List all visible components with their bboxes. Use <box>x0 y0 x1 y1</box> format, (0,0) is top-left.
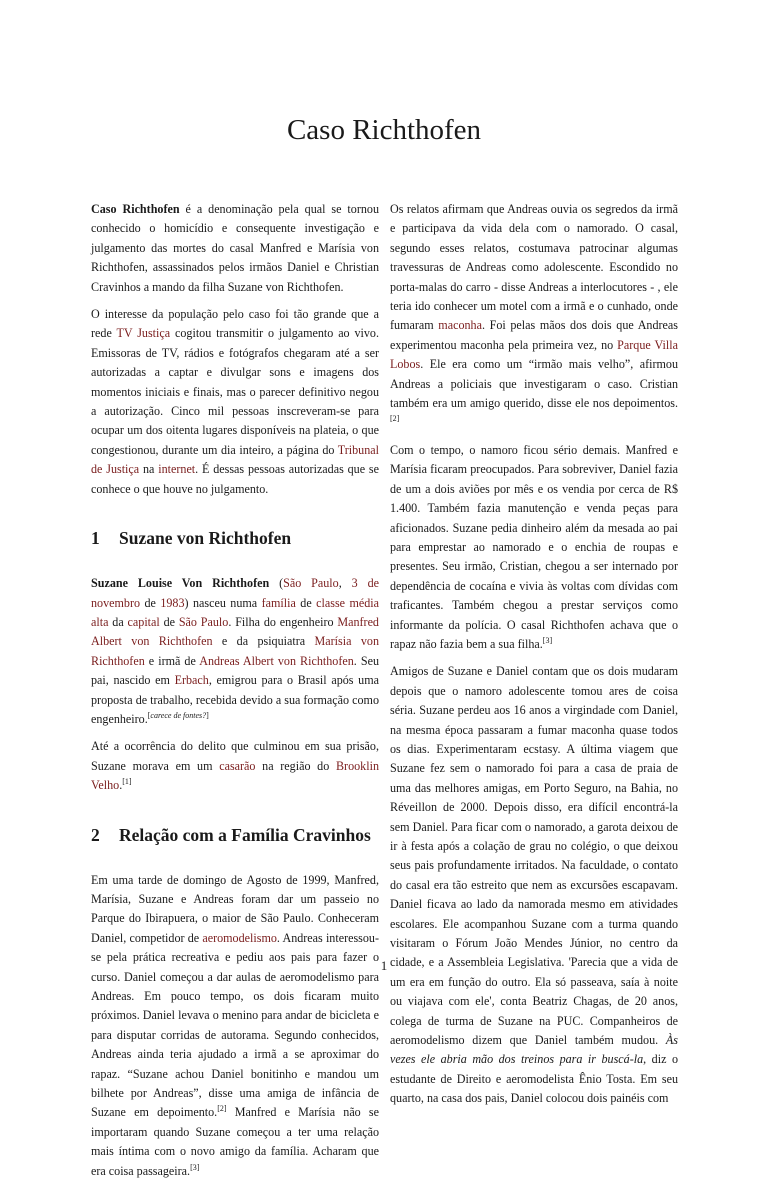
text: de <box>159 614 179 629</box>
link-brooklin-velho[interactable]: Brooklin Velho <box>91 758 379 793</box>
text: e da psiquiatra <box>212 634 315 649</box>
section-2-paragraph-1 <box>91 871 379 1182</box>
link-maconha[interactable]: maconha <box>438 318 482 333</box>
link-sao-paulo-2[interactable]: São Paulo <box>178 614 229 629</box>
text: cogitou transmitir o julgamento ao vivo. Emissoras de TV, rádios e fotógrafos chegaram até a ser autorizadas a captar e divulgar sons e imagens dos momentos iniciais e finais, mas o parecer definitivo negou a autorização. Cinco mil pessoas inscreveram-se para ocupar um dos oitenta lugares disponíveis na plateia, o que congestionou, durante um dia inteiro, a página do <box>91 326 379 457</box>
section-2-heading <box>91 822 379 849</box>
reference-2[interactable]: [2] <box>217 1104 227 1114</box>
section-title: Suzane von Richthofen <box>119 528 292 549</box>
text: Com o tempo, o namoro ficou sério demais. Manfred e Marísia ficaram preocupados. Para sobreviver, Daniel fazia de um a dois aviões por mês e os vendia por cerca de R$ 1.400. Também fazia manutenção e venda peças para aficionados. Suzane pedia dinheiro além da mesada ao pai para emprestar ao namorado e o enchia de roupas e presentes. Seu irmão, Cristian, chegou a ser internado por dependência de cocaína e vivia às voltas com dívidas com traficantes. Também chegou a prestar serviços como informante da polícia. O casal Richthofen achava que o rapaz não fazia bem a sua filha. <box>390 442 678 651</box>
lead-bold: Caso Richthofen <box>91 202 180 216</box>
reference-1[interactable]: [1] <box>122 777 132 787</box>
section-1-paragraph-1 <box>91 574 379 729</box>
text: e irmã de <box>144 653 200 668</box>
text: . <box>119 778 123 793</box>
reference-3[interactable]: [3] <box>190 1162 200 1172</box>
text: Em uma tarde de domingo de Agosto de 1999, Manfred, Marísia, Suzane e Andreas foram dar um passeio no Parque do Ibirapuera, o maior de São Paulo. Conheceram Daniel, competidor de <box>91 872 379 945</box>
italic-quote: Às vezes ele abria mão dos treinos para ir buscá-la <box>390 1033 678 1067</box>
link-tv-justica[interactable]: TV Justiça <box>116 326 171 341</box>
citation-needed-text: carece de fontes? <box>150 710 207 720</box>
text: , <box>338 576 352 591</box>
text: na região do <box>255 758 336 773</box>
link-manfred[interactable]: Manfred Albert von Richthofen <box>91 614 379 649</box>
link-aeromodelismo[interactable]: aeromodelismo <box>202 930 277 945</box>
page-number: 1 <box>380 958 388 973</box>
bracket: ] <box>206 710 209 720</box>
text: . Filha do engenheiro <box>228 614 338 629</box>
reference-2[interactable]: [2] <box>390 414 400 424</box>
page-title: Caso Richthofen <box>286 114 482 146</box>
text: ( <box>269 576 284 591</box>
link-classe-media-alta[interactable]: classe média alta <box>91 595 379 629</box>
link-tribunal-de-justica[interactable]: Tribunal de Justiça <box>91 442 379 477</box>
text: Amigos de Suzane e Daniel contam que os dois mudaram depois que o namoro adolescente tomou ares de coisa séria. Suzane perdeu aos 16 anos a virgindade com Daniel, na mesma época passaram a fumar maconha quase todos os dias. Experimentaram ecstasy. A última viagem que Suzane fez sem o namorado foi para a casa de praia de uma das melhores amigas, em Porto Seguro, na Bahia, no Réveillon de 2000. Depois disso, era difícil encontrá-la sem Daniel. Para ficar com o namorado, a garota deixou de ir à festa após a colação de grau no colégio, o que deixou seus pais profundamente irritados. Na faculdade, o contato do casal era tão estreito que nem as excursões escapavam. Daniel ficava ao lado da namorada mesmo em atividades escolares. Ele acompanhou Suzane com a turma quando visitaram o Fórum João Mendes Júnior, no centro da cidade, e a Assembleia Legislativa. 'Parecia que a vida de um era em função do outro. Ela só passeava, saía à noite ou viajava com ele', conta Beatriz Chagas, de 20 anos, colega de turma de Suzane na PUC. Companheiros de aeromodelismo dizem que Daniel também mudou. <box>390 664 678 1048</box>
text: da <box>108 614 128 629</box>
link-1983[interactable]: 1983 <box>160 595 185 610</box>
link-parque-villa-lobos[interactable]: Parque Villa Lobos <box>390 337 678 372</box>
intro-paragraph-2 <box>91 305 379 499</box>
link-erbach[interactable]: Erbach <box>174 673 209 688</box>
text: é a denominação pela qual se tornou conhecido o homicídio e consequente investigação e julgamento das mortes do casal Manfred e Marísia von Richthofen, assassinados pelos irmãos Daniel e Christian Cravinhos a mando da filha Suzane von Richthofen. <box>91 202 379 294</box>
text: . Foi pelas mãos dos dois que Andreas experimentou maconha pela primeira vez, no <box>390 318 678 352</box>
link-3-de-novembro[interactable]: 3 de novembro <box>91 576 379 610</box>
text: de <box>140 595 161 610</box>
text: , emigrou para o Brasil após uma proposta de trabalho, recebida devido a sua formação como engenheiro. <box>91 673 379 726</box>
text: Manfred e Marísia não se importaram quando Suzane começou a ter uma relação mais íntima com o novo amigo da família. Acharam que era coisa passageira. <box>91 1105 379 1178</box>
link-andreas[interactable]: Andreas Albert von Richthofen <box>199 653 354 668</box>
bracket: [ <box>147 710 151 720</box>
citation-needed[interactable] <box>148 711 209 720</box>
section-2-paragraph-3 <box>390 441 678 654</box>
text: , diz o estudante de Direito e aeromodelista Ênio Tosta. Em seu quarto, na casa dos pais, Daniel colocou dois painéis com <box>390 1052 678 1106</box>
text: O interesse da população pelo caso foi tão grande que a rede <box>91 307 379 341</box>
link-capital[interactable]: capital <box>127 614 160 629</box>
link-casarao[interactable]: casarão <box>219 758 256 773</box>
section-1-paragraph-2 <box>91 737 379 795</box>
link-sao-paulo[interactable]: São Paulo <box>283 576 339 591</box>
section-title: Relação com a Família Cravinhos <box>119 824 371 845</box>
lead-bold: Suzane Louise Von Richthofen <box>91 576 270 591</box>
link-marisia[interactable]: Marísia von Richthofen <box>91 634 379 668</box>
text: ) nasceu numa <box>184 595 262 610</box>
intro-paragraph-1 <box>91 200 379 297</box>
text: . Andreas interessou-se pela prática recreativa e pediu aos pais para fazer o curso. Daniel começou a dar aulas de aeromodelismo para Andreas. Em pouco tempo, os dois ficaram muito próximos. Daniel levava o menino para andar de bicicleta e para disputar corridas de autorama. Segundo conhecidos, Andreas ainda teria ajudado a irmã a se aproximar do rapaz. “Suzane achou Daniel bonitinho e mandou um bilhete por Andreas”, disse uma amiga de infância de Suzane em depoimento. <box>91 930 380 1120</box>
link-familia[interactable]: família <box>261 595 296 610</box>
text: Até a ocorrência do delito que culminou em sua prisão, Suzane morava em um <box>91 739 379 773</box>
section-number: 2 <box>91 824 100 845</box>
left-column <box>91 200 379 1189</box>
text: Os relatos afirmam que Andreas ouvia os segredos da irmã e participava da vida dela com o namorado. O casal, segundo esses relatos, costumava patrocinar algumas travessuras de Andreas como adolescente. Escondido no porta-malas do carro - disse Andreas a interlocutores - , ele teria ido conhecer um motel com a irmã e o cunhado, onde fumaram <box>390 202 678 333</box>
link-internet[interactable]: internet <box>158 462 196 477</box>
text: . Seu pai, nascido em <box>91 653 380 688</box>
right-column <box>390 200 678 1117</box>
section-number: 1 <box>91 528 100 549</box>
text: . É dessas pessoas autorizadas que se conhece o que houve no julgamento. <box>91 462 379 496</box>
text: de <box>295 595 317 610</box>
reference-3[interactable]: [3] <box>542 635 553 645</box>
section-1-heading <box>91 525 379 552</box>
section-2-paragraph-4 <box>390 662 678 1108</box>
section-2-paragraph-2 <box>390 200 678 433</box>
text: . Ele era como um “irmão mais velho”, afirmou Andreas a policiais que investigaram o caso. Cristian também era um amigo querido, disse ele nos depoimentos. <box>390 357 678 411</box>
text: na <box>139 462 159 477</box>
